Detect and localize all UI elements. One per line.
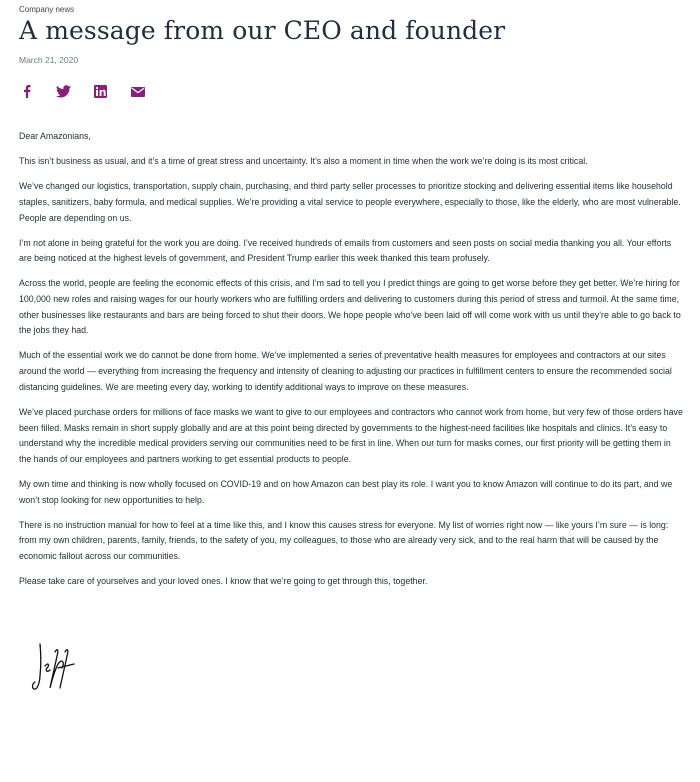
page-title: A message from our CEO and founder — [19, 16, 506, 45]
letter-body — [19, 129, 683, 599]
share-linkedin-button[interactable] — [93, 84, 108, 99]
paragraph: Much of the essential work we do cannot be done from home. We’ve implemented a series of preventative health measures for employees and contractors at our sites around the world — everything from increasing the frequency and intensity of cleaning to adjusting our practices in fulfillment centers to ensure the recommended social distancing guidelines. We are meeting every day, working to identify additional ways to improve on these measures. — [19, 350, 672, 392]
share-facebook-button[interactable] — [19, 84, 34, 99]
paragraph: There is no instruction manual for how to feel at a time like this, and I know this causes stress for everyone. My list of worries right now — like yours I’m sure — is long: from my own children, parents, family, friends, to the safety of you, my colleagues, to those who are already very sick, and to the real harm that will be caused by the economic fallout across our communities. — [19, 519, 669, 562]
twitter-icon — [56, 85, 71, 98]
paragraph: Please take care of yourselves and your loved ones. I know that we’re going to get through this, together. — [19, 576, 428, 587]
share-bar — [19, 84, 167, 99]
email-icon — [131, 87, 145, 97]
signature — [31, 640, 87, 701]
paragraph: We’ve placed purchase orders for millions of face masks we want to give to our employees and contractors who cannot work from home, but very few of those orders have been filled. Masks remain in short supply globally and are at this point being directed by governments to the highest-need facilities like hospitals and clinics. It’s easy to understand why the incredible medical providers serving our communities need to be first in line. When our turn for masks comes, our first priority will be getting them in the hands of our employees and partners working to get essential products to people. — [19, 406, 683, 464]
salutation: Dear Amazonians, — [19, 131, 91, 141]
paragraph: My own time and thinking is now wholly focused on COVID-19 and on how Amazon can best play its role. I want you to know Amazon will continue to do its part, and we won’t stop looking for new opportunities to help. — [19, 478, 673, 505]
linkedin-icon — [94, 85, 107, 98]
paragraph: Across the world, people are feeling the economic effects of this crisis, and I’m sad to tell you I predict things are going to get worse before they get better. We’re hiring for 100,000 new roles and raising wages for our hourly workers who are fulfilling orders and delivering to customers during this period of stress and turmoil. At the same time, other businesses like restaurants and bars are being forced to shut their doors. We hope people who’ve been laid off will come work with us until they’re able to go back to the jobs they had. — [19, 278, 681, 336]
share-email-button[interactable] — [130, 84, 145, 99]
publish-date: March 21, 2020 — [19, 55, 79, 65]
paragraph: I’m not alone in being grateful for the work you are doing. I’ve received hundreds of emails from customers and seen posts on social media thanking you all. Your efforts are being noticed at the highest levels of government, and President Trump earlier this week thanked this team profusely. — [19, 237, 672, 264]
paragraph: We’ve changed our logistics, transportation, supply chain, purchasing, and third party seller processes to prioritize stocking and delivering essential items like household staples, sanitizers, baby formula, and medical supplies. We’re providing a vital service to people everywhere, especially to those, like the elderly, who are most vulnerable. People are depending on us. — [19, 181, 681, 223]
category-label[interactable]: Company news — [19, 5, 75, 14]
paragraph: This isn’t business as usual, and it’s a time of great stress and uncertainty. It’s also a moment in time when the work we’re doing is its most critical. — [19, 156, 588, 167]
signature-image — [31, 640, 87, 696]
share-twitter-button[interactable] — [56, 84, 71, 99]
facebook-icon — [23, 85, 31, 98]
